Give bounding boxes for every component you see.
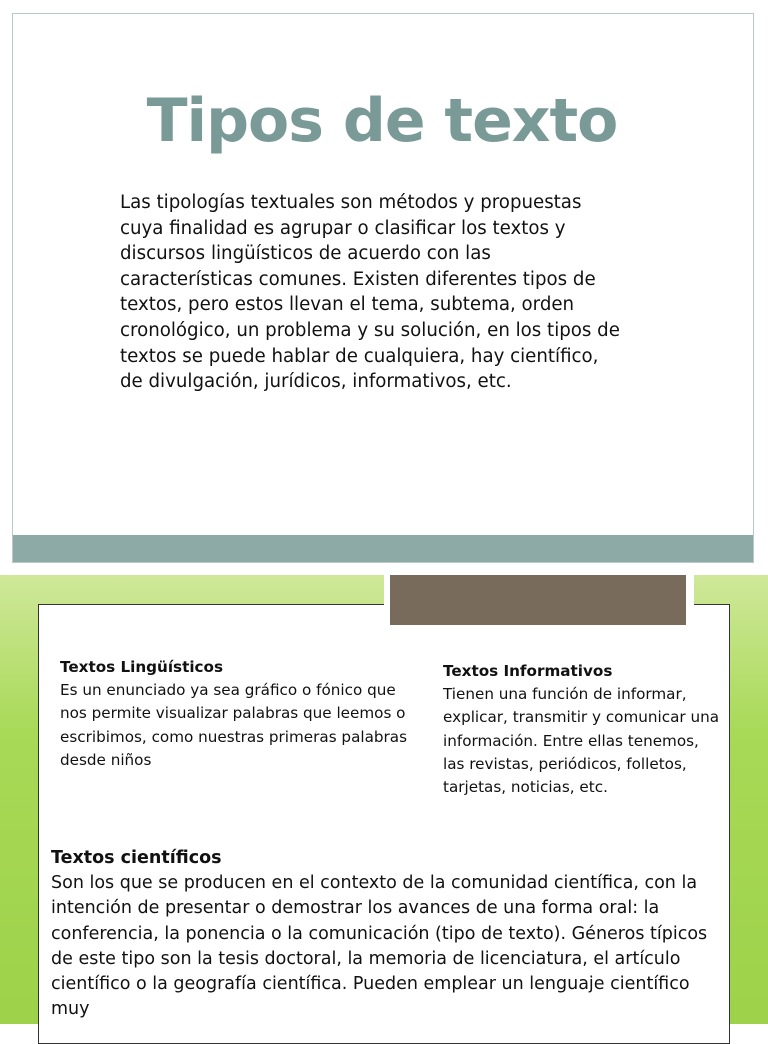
- section-cientificos: [51, 845, 731, 1023]
- section-body: Tienen una función de informar, explicar, transmitir y comunicar una información. Entre ellas tenemos, las revistas, periódicos, folletos, tarjetas, noticias, etc.: [443, 685, 720, 797]
- section-body: Es un enunciado ya sea gráfico o fónico que nos permite visualizar palabras que leemos o escribimos, como nuestras primeras palabras desde niños: [60, 681, 408, 769]
- section-title: Textos Lingüísticos: [60, 658, 224, 676]
- section-linguisticos: [60, 655, 420, 772]
- section-title: Textos científicos: [51, 848, 222, 868]
- section-body: Son los que se producen en el contexto de la comunidad científica, con la intención de presentar o demostrar los avances de una forma oral: la conferencia, la ponencia o la comunicación (tipo de texto). Géneros típicos de este tipo son la tesis doctoral, la memoria de licenciatura, el artículo científico o la geografía científica. Pueden emplear un lenguaje científico muy: [51, 873, 708, 1020]
- slide-1: [12, 13, 754, 563]
- header-tab: [390, 575, 686, 625]
- section-informativos: [443, 659, 723, 799]
- slide-intro-text: Las tipologías textuales son métodos y propuestas cuya finalidad es agrupar o clasificar los textos y discursos lingüísticos de acuerdo con las características comunes. Existen diferentes tipos de textos, pero estos llevan el tema, subtema, orden cronológico, un problema y su solución, en los tipos de textos se puede hablar de cualquiera, hay científico, de divulgación, jurídicos, informativos, etc.: [120, 192, 620, 393]
- section-title: Textos Informativos: [443, 662, 613, 680]
- slide-title: Tipos de texto: [146, 86, 618, 156]
- slide-footer-bar: [13, 535, 753, 562]
